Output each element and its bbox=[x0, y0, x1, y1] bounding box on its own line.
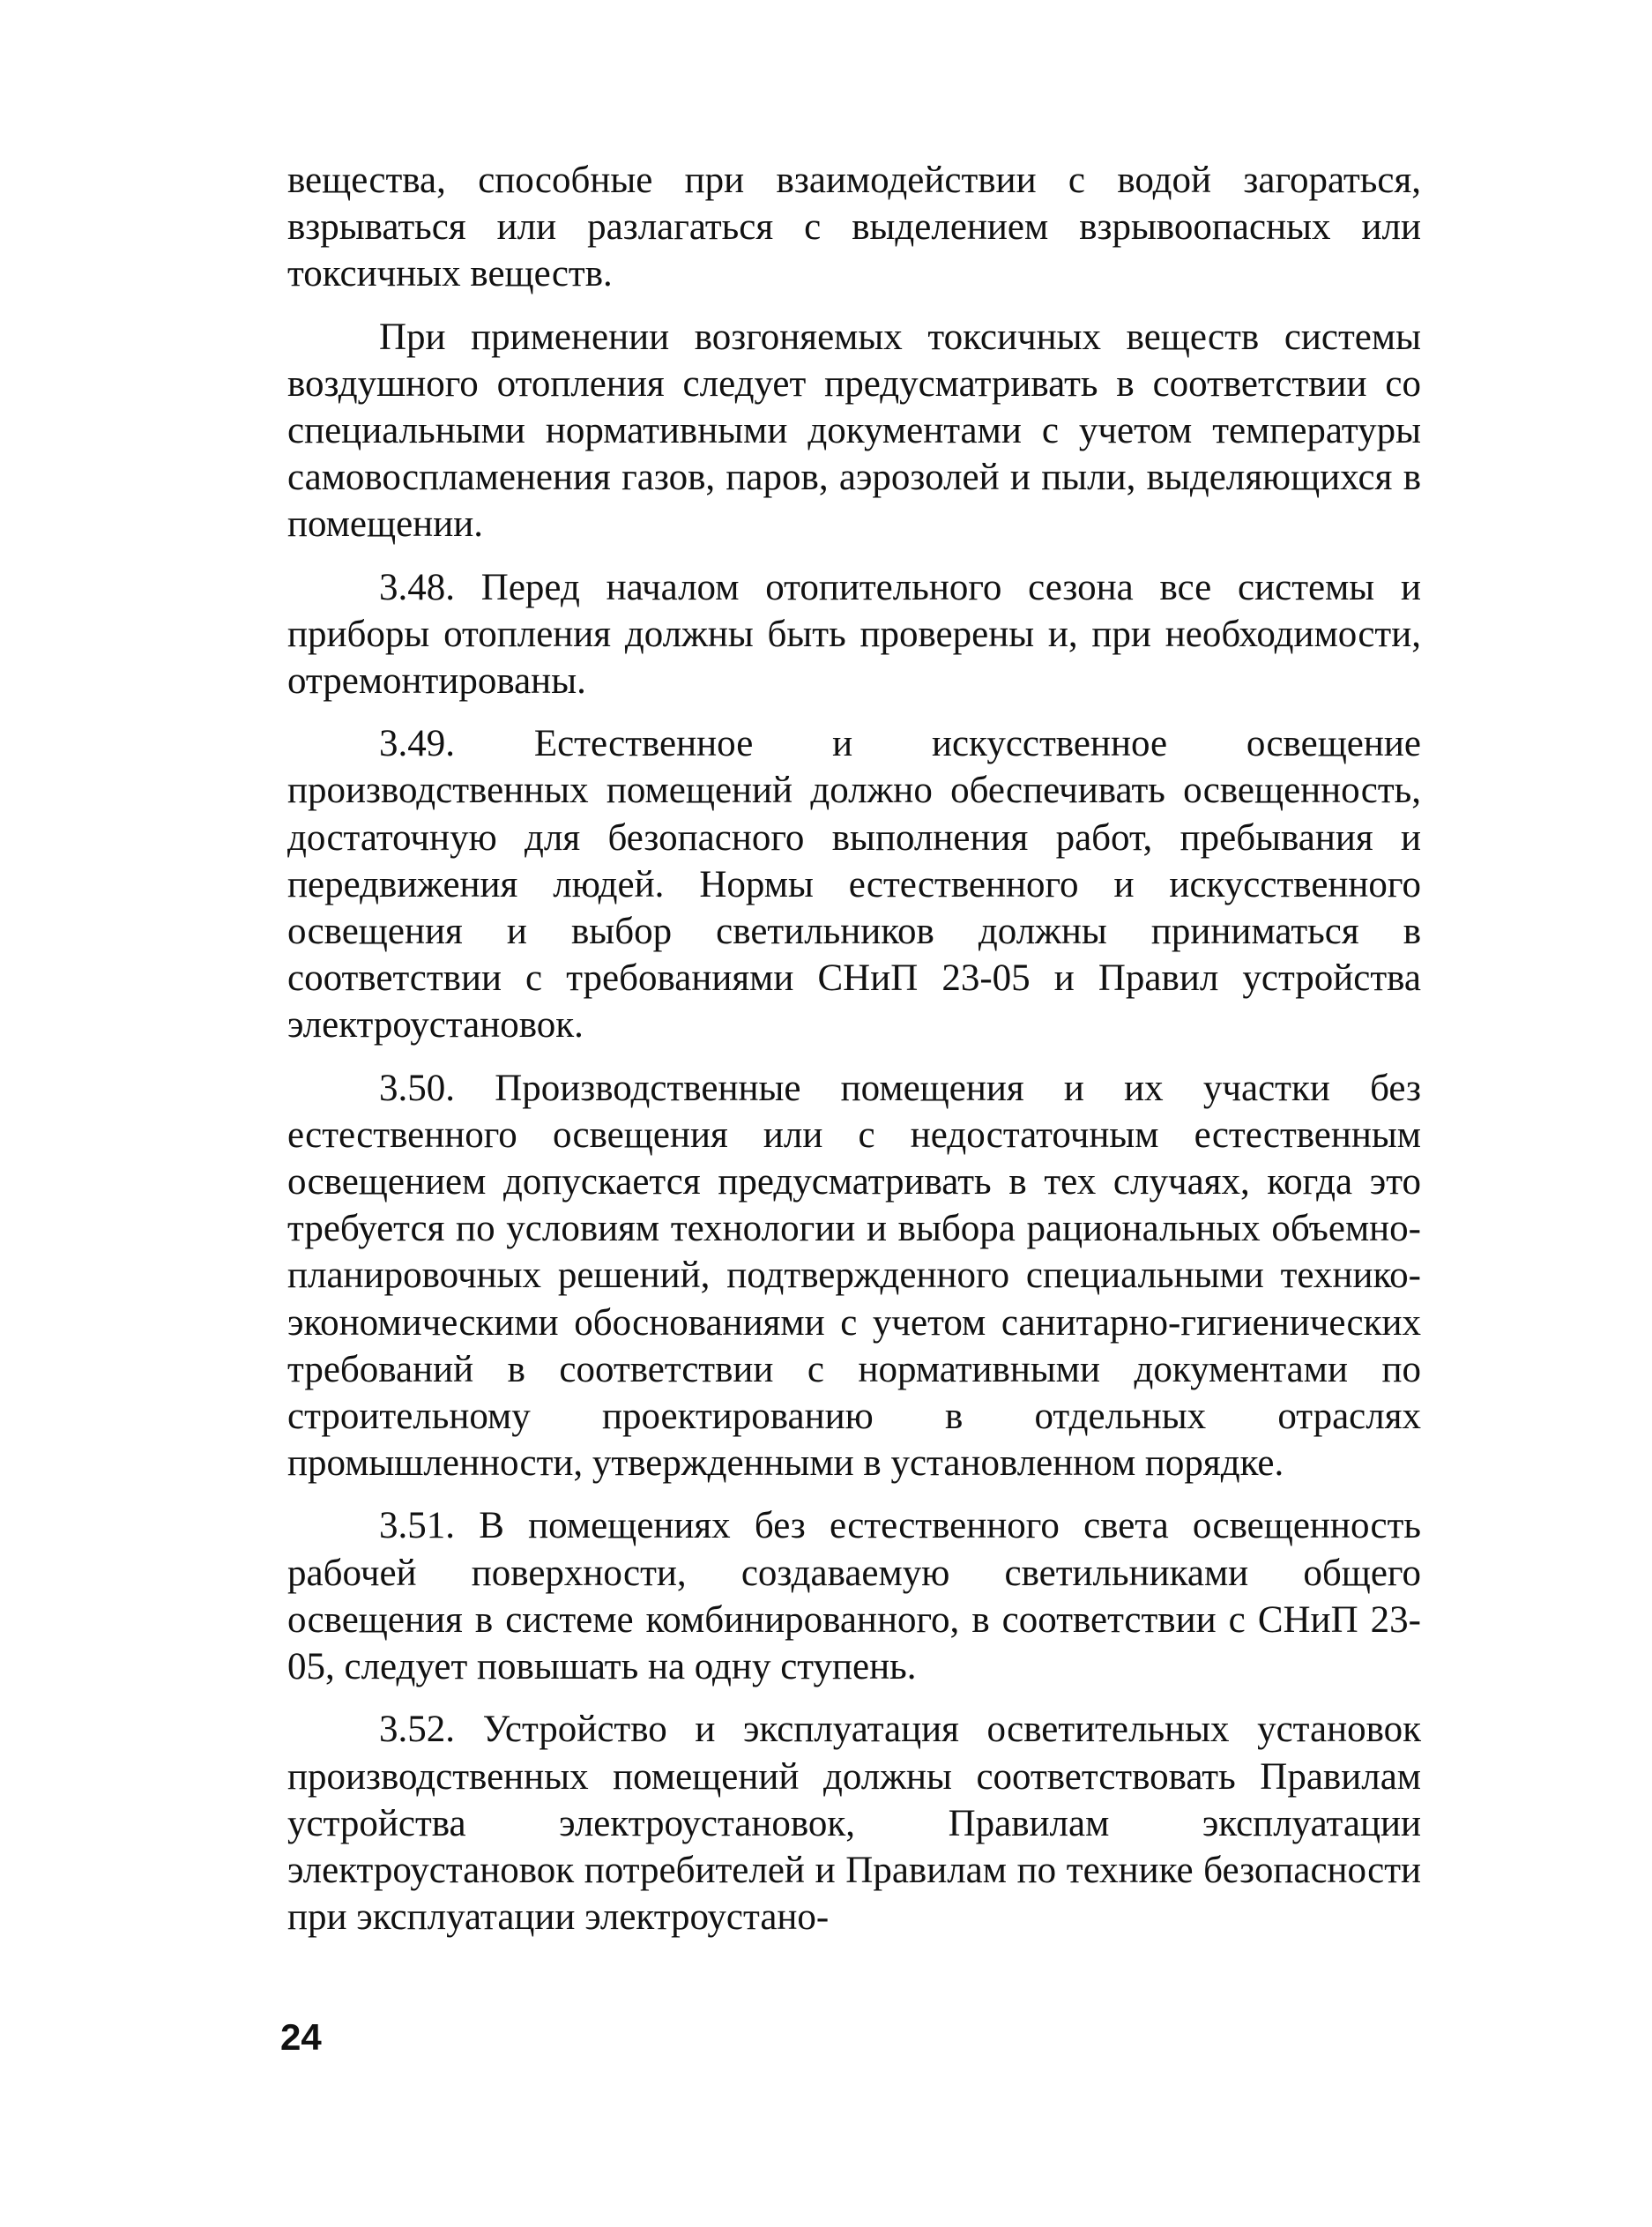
paragraph-heating-toxic-substances: При применении возгоняемых токсичных веществ системы воздушного отопления следует предусматривать в соответствии со специальными нормативными документами с учетом температуры самовоспламенения газов, паров, аэрозолей и пыли, выделяющихся в помещении. bbox=[287, 316, 1421, 546]
paragraph-3-50: 3.50. Производственные помещения и их участки без естественного освещения или с недостаточным естественным освещением допускается предусматривать в тех случаях, когда это требуется по условиям технологии и выбора рациональных объемно-планировочных решений, подтвержденного специальными технико-экономическими обоснованиями с учетом санитарно-гигиенических требований в соответствии с нормативными документами по строительному проектированию в отдельных отраслях промышленности, утвержденными в установленном порядке. bbox=[287, 1067, 1421, 1485]
page-number: 24 bbox=[280, 2016, 322, 2058]
paragraph-3-48: 3.48. Перед началом отопительного сезона все системы и приборы отопления должны быть проверены и, при необходимости, отремонтированы. bbox=[287, 566, 1421, 703]
paragraph-3-51: 3.51. В помещениях без естественного света освещенность рабочей поверхности, создаваемую светильниками общего освещения в системе комбинированного, в соответствии с СНиП 23-05, следует повышать на одну ступень. bbox=[287, 1505, 1421, 1688]
body-text bbox=[287, 157, 1421, 1940]
paragraph-3-49: 3.49. Естественное и искусственное освещение производственных помещений должно обеспечивать освещенность, достаточную для безопасного выполнения работ, пребывания и передвижения людей. Нормы естественного и искусственного освещения и выбор светильников должны приниматься в соответствии с требованиями СНиП 23-05 и Правил устройства электроустановок. bbox=[287, 723, 1421, 1046]
paragraph-continuation: вещества, способные при взаимодействии с водой загораться, взрываться или разлагаться с выделением взрывоопасных или токсичных веществ. bbox=[287, 160, 1421, 295]
paragraph-3-52: 3.52. Устройство и эксплуатация осветительных установок производственных помещений должны соответствовать Правилам устройства электроустановок, Правилам эксплуатации электроустановок потребителей и Правилам по технике безопасности при эксплуатации электроустано- bbox=[287, 1709, 1421, 1939]
